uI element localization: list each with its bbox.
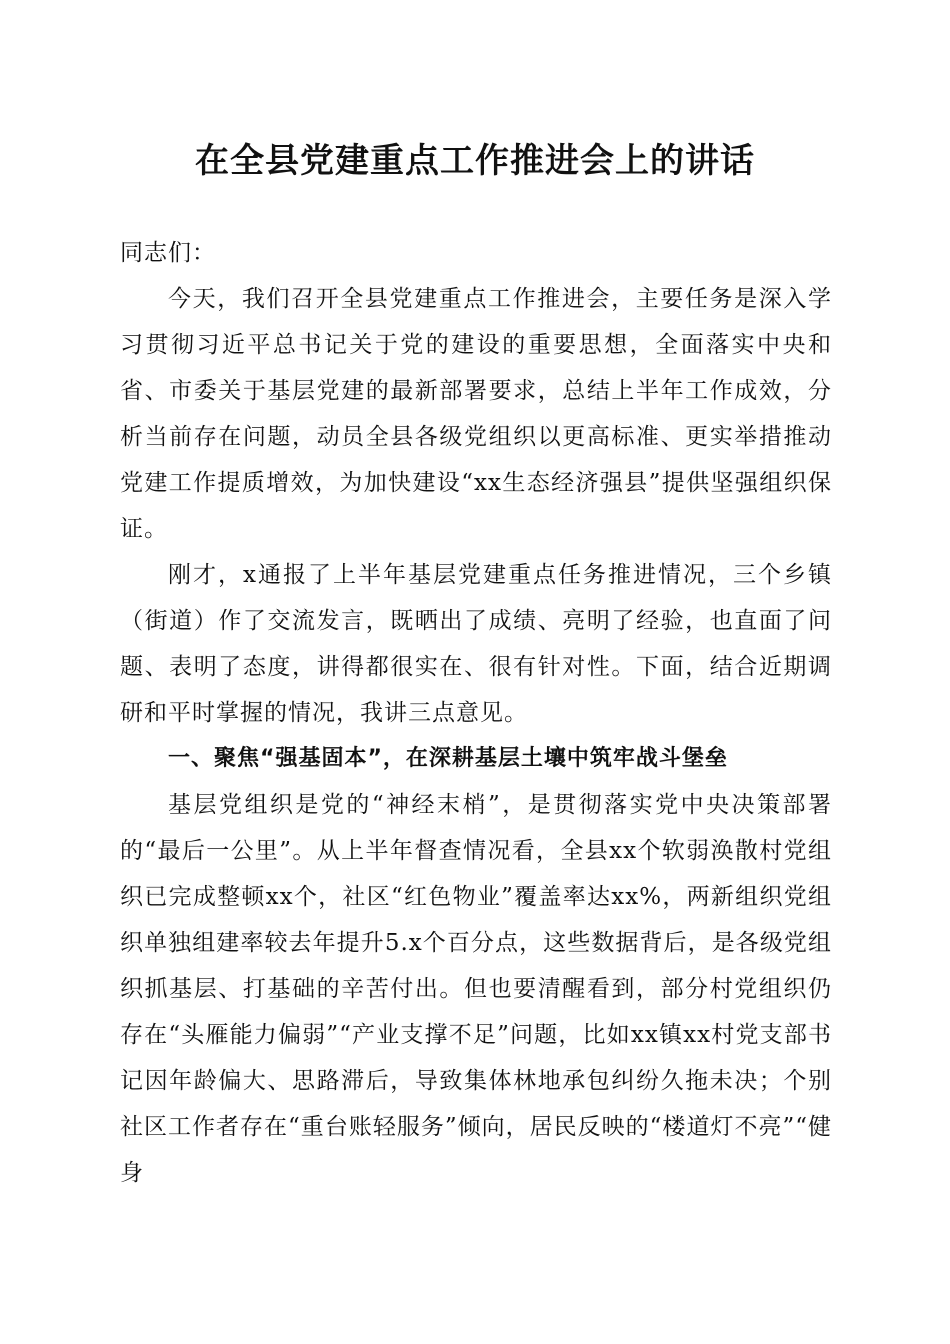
salutation: 同志们：	[120, 240, 216, 266]
document-body	[120, 230, 832, 1196]
paragraph: 今天，我们召开全县党建重点工作推进会，主要任务是深入学习贯彻习近平总书记关于党的建设的重要思想，全面落实中央和省、市委关于基层党建的最新部署要求，总结上半年工作成效，分析当前存在问题，动员全县各级党组织以更高标准、更实举措推动党建工作提质增效，为加快建设“xx生态经济强县”提供坚强组织保证。	[120, 286, 832, 542]
section-heading: 一、聚焦“强基固本”，在深耕基层土壤中筑牢战斗堡垒	[168, 746, 728, 771]
paragraph: 基层党组织是党的“神经末梢”，是贯彻落实党中央决策部署的“最后一公里”。从上半年督查情况看，全县xx个软弱涣散村党组织已完成整顿xx个，社区“红色物业”覆盖率达xx%，两新组织党组织单独组建率较去年提升5.x个百分点，这些数据背后，是各级党组织抓基层、打基础的辛苦付出。但也要清醒看到，部分村党组织仍存在“头雁能力偏弱”“产业支撑不足”问题，比如xx镇xx村党支部书记因年龄偏大、思路滞后，导致集体林地承包纠纷久拖未决；个别社区工作者存在“重台账轻服务”倾向，居民反映的“楼道灯不亮”“健身	[120, 792, 832, 1186]
paragraph: 刚才，x通报了上半年基层党建重点任务推进情况，三个乡镇（街道）作了交流发言，既晒出了成绩、亮明了经验，也直面了问题、表明了态度，讲得都很实在、很有针对性。下面，结合近期调研和平时掌握的情况，我讲三点意见。	[120, 562, 832, 726]
document-title: 在全县党建重点工作推进会上的讲话	[195, 141, 755, 181]
